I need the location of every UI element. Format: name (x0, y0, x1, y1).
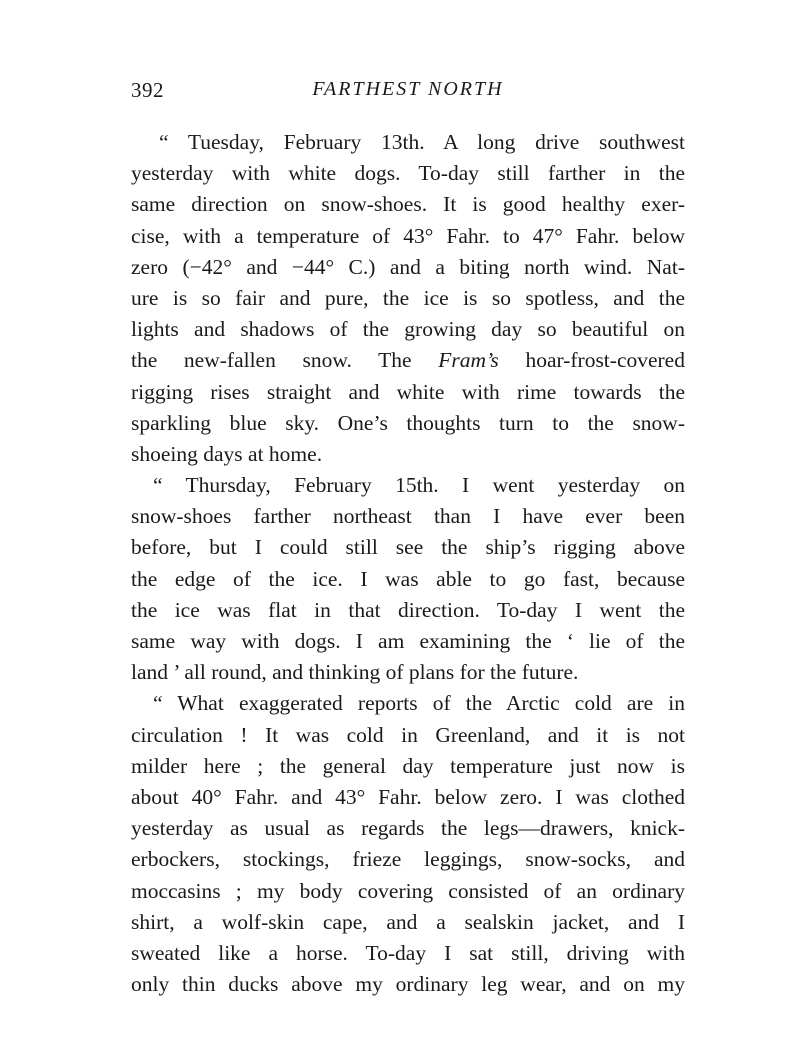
text-line: shirt, a wolf-skin cape, and a sealskin jacket, and I (131, 909, 685, 934)
ship-name: Fram’s (438, 348, 499, 373)
text-line: “ Thursday, February 15th. I went yesterday on (153, 473, 685, 498)
text-line: rigging rises straight and white with rime towards the (131, 379, 685, 404)
text-line: moccasins ; my body covering consisted of an ordinary (131, 878, 685, 903)
body-text (131, 127, 685, 1000)
text-line: cise, with a temperature of 43° Fahr. to 47° Fahr. below (131, 223, 685, 248)
text-line: lights and shadows of the growing day so beautiful on (131, 317, 685, 342)
paragraph-arctic-cold (131, 688, 685, 1000)
text-line: sweated like a horse. To-day I sat still, driving with (131, 940, 685, 965)
text-line: about 40° Fahr. and 43° Fahr. below zero. I was clothed (131, 784, 685, 809)
text-line: land ’ all round, and thinking of plans for the future. (131, 660, 579, 685)
text-line: zero (−42° and −44° C.) and a biting north wind. Nat- (131, 254, 685, 279)
text-line: the edge of the ice. I was able to go fast, because (131, 566, 685, 591)
text-line: ure is so fair and pure, the ice is so spotless, and the (131, 285, 685, 310)
text-line: circulation ! It was cold in Greenland, and it is not (131, 722, 685, 747)
text-segment: hoar-frost-covered (498, 348, 685, 373)
text-line-with-ship-name (131, 345, 685, 376)
text-line: sparkling blue sky. One’s thoughts turn to the snow- (131, 410, 685, 435)
text-line: same way with dogs. I am examining the ‘ lie of the (131, 629, 685, 653)
text-segment: the new-fallen snow. The (131, 348, 439, 373)
page-number: 392 (131, 78, 164, 102)
text-line: erbockers, stockings, frieze leggings, snow-socks, and (131, 847, 685, 872)
text-line: same direction on snow-shoes. It is good healthy exer- (131, 192, 685, 217)
running-title: FARTHEST NORTH (312, 78, 504, 100)
running-head (131, 78, 685, 108)
text-line: “ Tuesday, February 13th. A long drive southwest (159, 130, 685, 154)
paragraph-thursday (131, 470, 685, 688)
text-line: yesterday as usual as regards the legs—drawers, knick- (131, 816, 685, 841)
text-line: before, but I could still see the ship’s rigging above (131, 535, 685, 560)
text-line: milder here ; the general day temperature just now is (131, 753, 685, 778)
text-line: the ice was flat in that direction. To-day I went the (131, 597, 685, 622)
text-line: “ What exaggerated reports of the Arctic cold are in (153, 691, 685, 716)
paragraph-tuesday (131, 127, 685, 470)
text-line: only thin ducks above my ordinary leg wear, and on my (131, 972, 685, 997)
text-line: shoeing days at home. (131, 441, 323, 466)
text-line: yesterday with white dogs. To-day still farther in the (131, 161, 685, 186)
text-line: snow-shoes farther northeast than I have ever been (131, 504, 685, 529)
